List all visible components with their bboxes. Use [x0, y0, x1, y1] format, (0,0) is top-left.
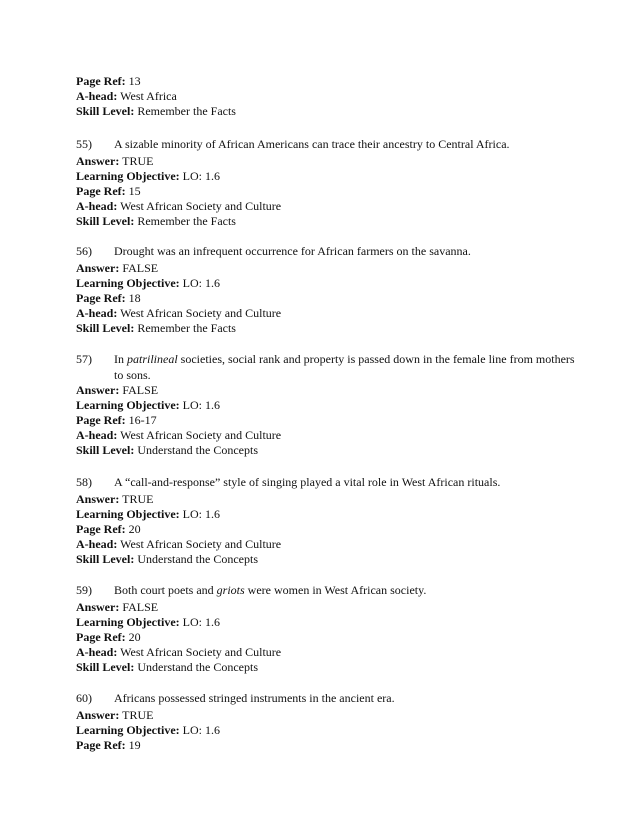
- answer-value: FALSE: [119, 261, 159, 275]
- lo-label: Learning Objective:: [76, 615, 180, 629]
- lo-line: [76, 276, 576, 291]
- page-ref-value: 15: [125, 184, 141, 198]
- lo-label: Learning Objective:: [76, 276, 180, 290]
- skill-label: Skill Level:: [76, 660, 135, 674]
- ahead-line: [76, 645, 576, 660]
- question-55: [76, 136, 576, 229]
- ahead-label: A-head:: [76, 428, 118, 442]
- ahead-value: West African Society and Culture: [117, 537, 282, 551]
- question-60: [76, 690, 576, 753]
- lo-label: Learning Objective:: [76, 169, 180, 183]
- answer-value: FALSE: [119, 600, 159, 614]
- page-ref-line: [76, 738, 576, 753]
- ahead-line: [76, 199, 576, 214]
- question-line: [76, 351, 576, 383]
- lo-line: [76, 723, 576, 738]
- answer-label: Answer:: [76, 600, 120, 614]
- ahead-line: [76, 537, 576, 552]
- skill-line: [76, 321, 576, 336]
- page-ref-line: [76, 184, 576, 199]
- page-ref-label: Page Ref:: [76, 74, 126, 88]
- question-line: [76, 474, 576, 490]
- question-italic-term: patrilineal: [127, 352, 178, 366]
- answer-line: [76, 383, 576, 398]
- skill-value: Remember the Facts: [134, 321, 236, 335]
- question-58: [76, 474, 576, 567]
- skill-line: [76, 552, 576, 567]
- question-line: [76, 582, 576, 598]
- skill-value: Understand the Concepts: [134, 443, 258, 457]
- ahead-value: West African Society and Culture: [117, 199, 282, 213]
- question-italic-term: griots: [216, 583, 245, 597]
- lo-label: Learning Objective:: [76, 723, 180, 737]
- ahead-label: A-head:: [76, 645, 118, 659]
- question-59: [76, 582, 576, 675]
- page-ref-value: 16-17: [125, 413, 157, 427]
- question-text: Both court poets and griots were women in West African society.: [114, 583, 427, 597]
- answer-label: Answer:: [76, 383, 120, 397]
- lo-line: [76, 507, 576, 522]
- question-text: A “call-and-response” style of singing played a vital role in West African rituals.: [114, 475, 501, 489]
- ahead-value: West African Society and Culture: [117, 306, 282, 320]
- ahead-label: A-head:: [76, 306, 118, 320]
- page-ref-line: [76, 522, 576, 537]
- skill-line: [76, 660, 576, 675]
- ahead-value: West African Society and Culture: [117, 645, 282, 659]
- ahead-label: A-head:: [76, 89, 118, 103]
- answer-value: TRUE: [119, 154, 154, 168]
- answer-label: Answer:: [76, 154, 120, 168]
- answer-value: FALSE: [119, 383, 159, 397]
- answer-line: [76, 492, 576, 507]
- skill-label: Skill Level:: [76, 321, 135, 335]
- page-ref-label: Page Ref:: [76, 738, 126, 752]
- page-ref-value: 13: [125, 74, 141, 88]
- question-number: 55): [76, 137, 92, 151]
- page-ref-line: [76, 74, 576, 89]
- skill-value: Remember the Facts: [134, 104, 236, 118]
- answer-label: Answer:: [76, 261, 120, 275]
- page-ref-label: Page Ref:: [76, 291, 126, 305]
- skill-label: Skill Level:: [76, 214, 135, 228]
- page-ref-line: [76, 291, 576, 306]
- skill-value: Understand the Concepts: [134, 660, 258, 674]
- answer-value: TRUE: [119, 708, 154, 722]
- question-text: Drought was an infrequent occurrence for African farmers on the savanna.: [114, 244, 471, 258]
- page-ref-value: 20: [125, 522, 141, 536]
- ahead-value: West Africa: [117, 89, 177, 103]
- skill-line: [76, 443, 576, 458]
- page-ref-label: Page Ref:: [76, 184, 126, 198]
- lo-value: LO: 1.6: [179, 398, 220, 412]
- ahead-line: [76, 89, 576, 104]
- question-text: A sizable minority of African Americans can trace their ancestry to Central Africa.: [114, 137, 510, 151]
- page-ref-line: [76, 630, 576, 645]
- question-number: 57): [76, 352, 92, 366]
- ahead-label: A-head:: [76, 199, 118, 213]
- question-text: In patrilineal societies, social rank and property is passed down in the female line from mothers to sons.: [114, 352, 575, 382]
- page-ref-line: [76, 413, 576, 428]
- question-line: [76, 136, 576, 152]
- page-ref-label: Page Ref:: [76, 630, 126, 644]
- lo-line: [76, 169, 576, 184]
- page-ref-value: 18: [125, 291, 141, 305]
- skill-value: Remember the Facts: [134, 214, 236, 228]
- lo-value: LO: 1.6: [179, 507, 220, 521]
- page-ref-value: 19: [125, 738, 141, 752]
- skill-line: [76, 214, 576, 229]
- top-block: [76, 74, 576, 119]
- lo-line: [76, 615, 576, 630]
- ahead-label: A-head:: [76, 537, 118, 551]
- lo-value: LO: 1.6: [179, 169, 220, 183]
- question-56: [76, 243, 576, 336]
- lo-line: [76, 398, 576, 413]
- ahead-value: West African Society and Culture: [117, 428, 282, 442]
- skill-value: Understand the Concepts: [134, 552, 258, 566]
- answer-label: Answer:: [76, 492, 120, 506]
- answer-line: [76, 261, 576, 276]
- answer-label: Answer:: [76, 708, 120, 722]
- answer-line: [76, 708, 576, 723]
- question-number: 58): [76, 475, 92, 489]
- skill-label: Skill Level:: [76, 552, 135, 566]
- skill-label: Skill Level:: [76, 104, 135, 118]
- question-line: [76, 690, 576, 706]
- ahead-line: [76, 306, 576, 321]
- question-text: Africans possessed stringed instruments in the ancient era.: [114, 691, 395, 705]
- lo-value: LO: 1.6: [179, 723, 220, 737]
- lo-label: Learning Objective:: [76, 398, 180, 412]
- answer-line: [76, 600, 576, 615]
- question-line: [76, 243, 576, 259]
- lo-value: LO: 1.6: [179, 615, 220, 629]
- question-number: 60): [76, 691, 92, 705]
- ahead-line: [76, 428, 576, 443]
- lo-value: LO: 1.6: [179, 276, 220, 290]
- lo-label: Learning Objective:: [76, 507, 180, 521]
- answer-line: [76, 154, 576, 169]
- page-ref-label: Page Ref:: [76, 413, 126, 427]
- page-ref-value: 20: [125, 630, 141, 644]
- question-57: [76, 351, 576, 458]
- answer-value: TRUE: [119, 492, 154, 506]
- skill-label: Skill Level:: [76, 443, 135, 457]
- question-number: 56): [76, 244, 92, 258]
- page-ref-label: Page Ref:: [76, 522, 126, 536]
- question-number: 59): [76, 583, 92, 597]
- skill-line: [76, 104, 576, 119]
